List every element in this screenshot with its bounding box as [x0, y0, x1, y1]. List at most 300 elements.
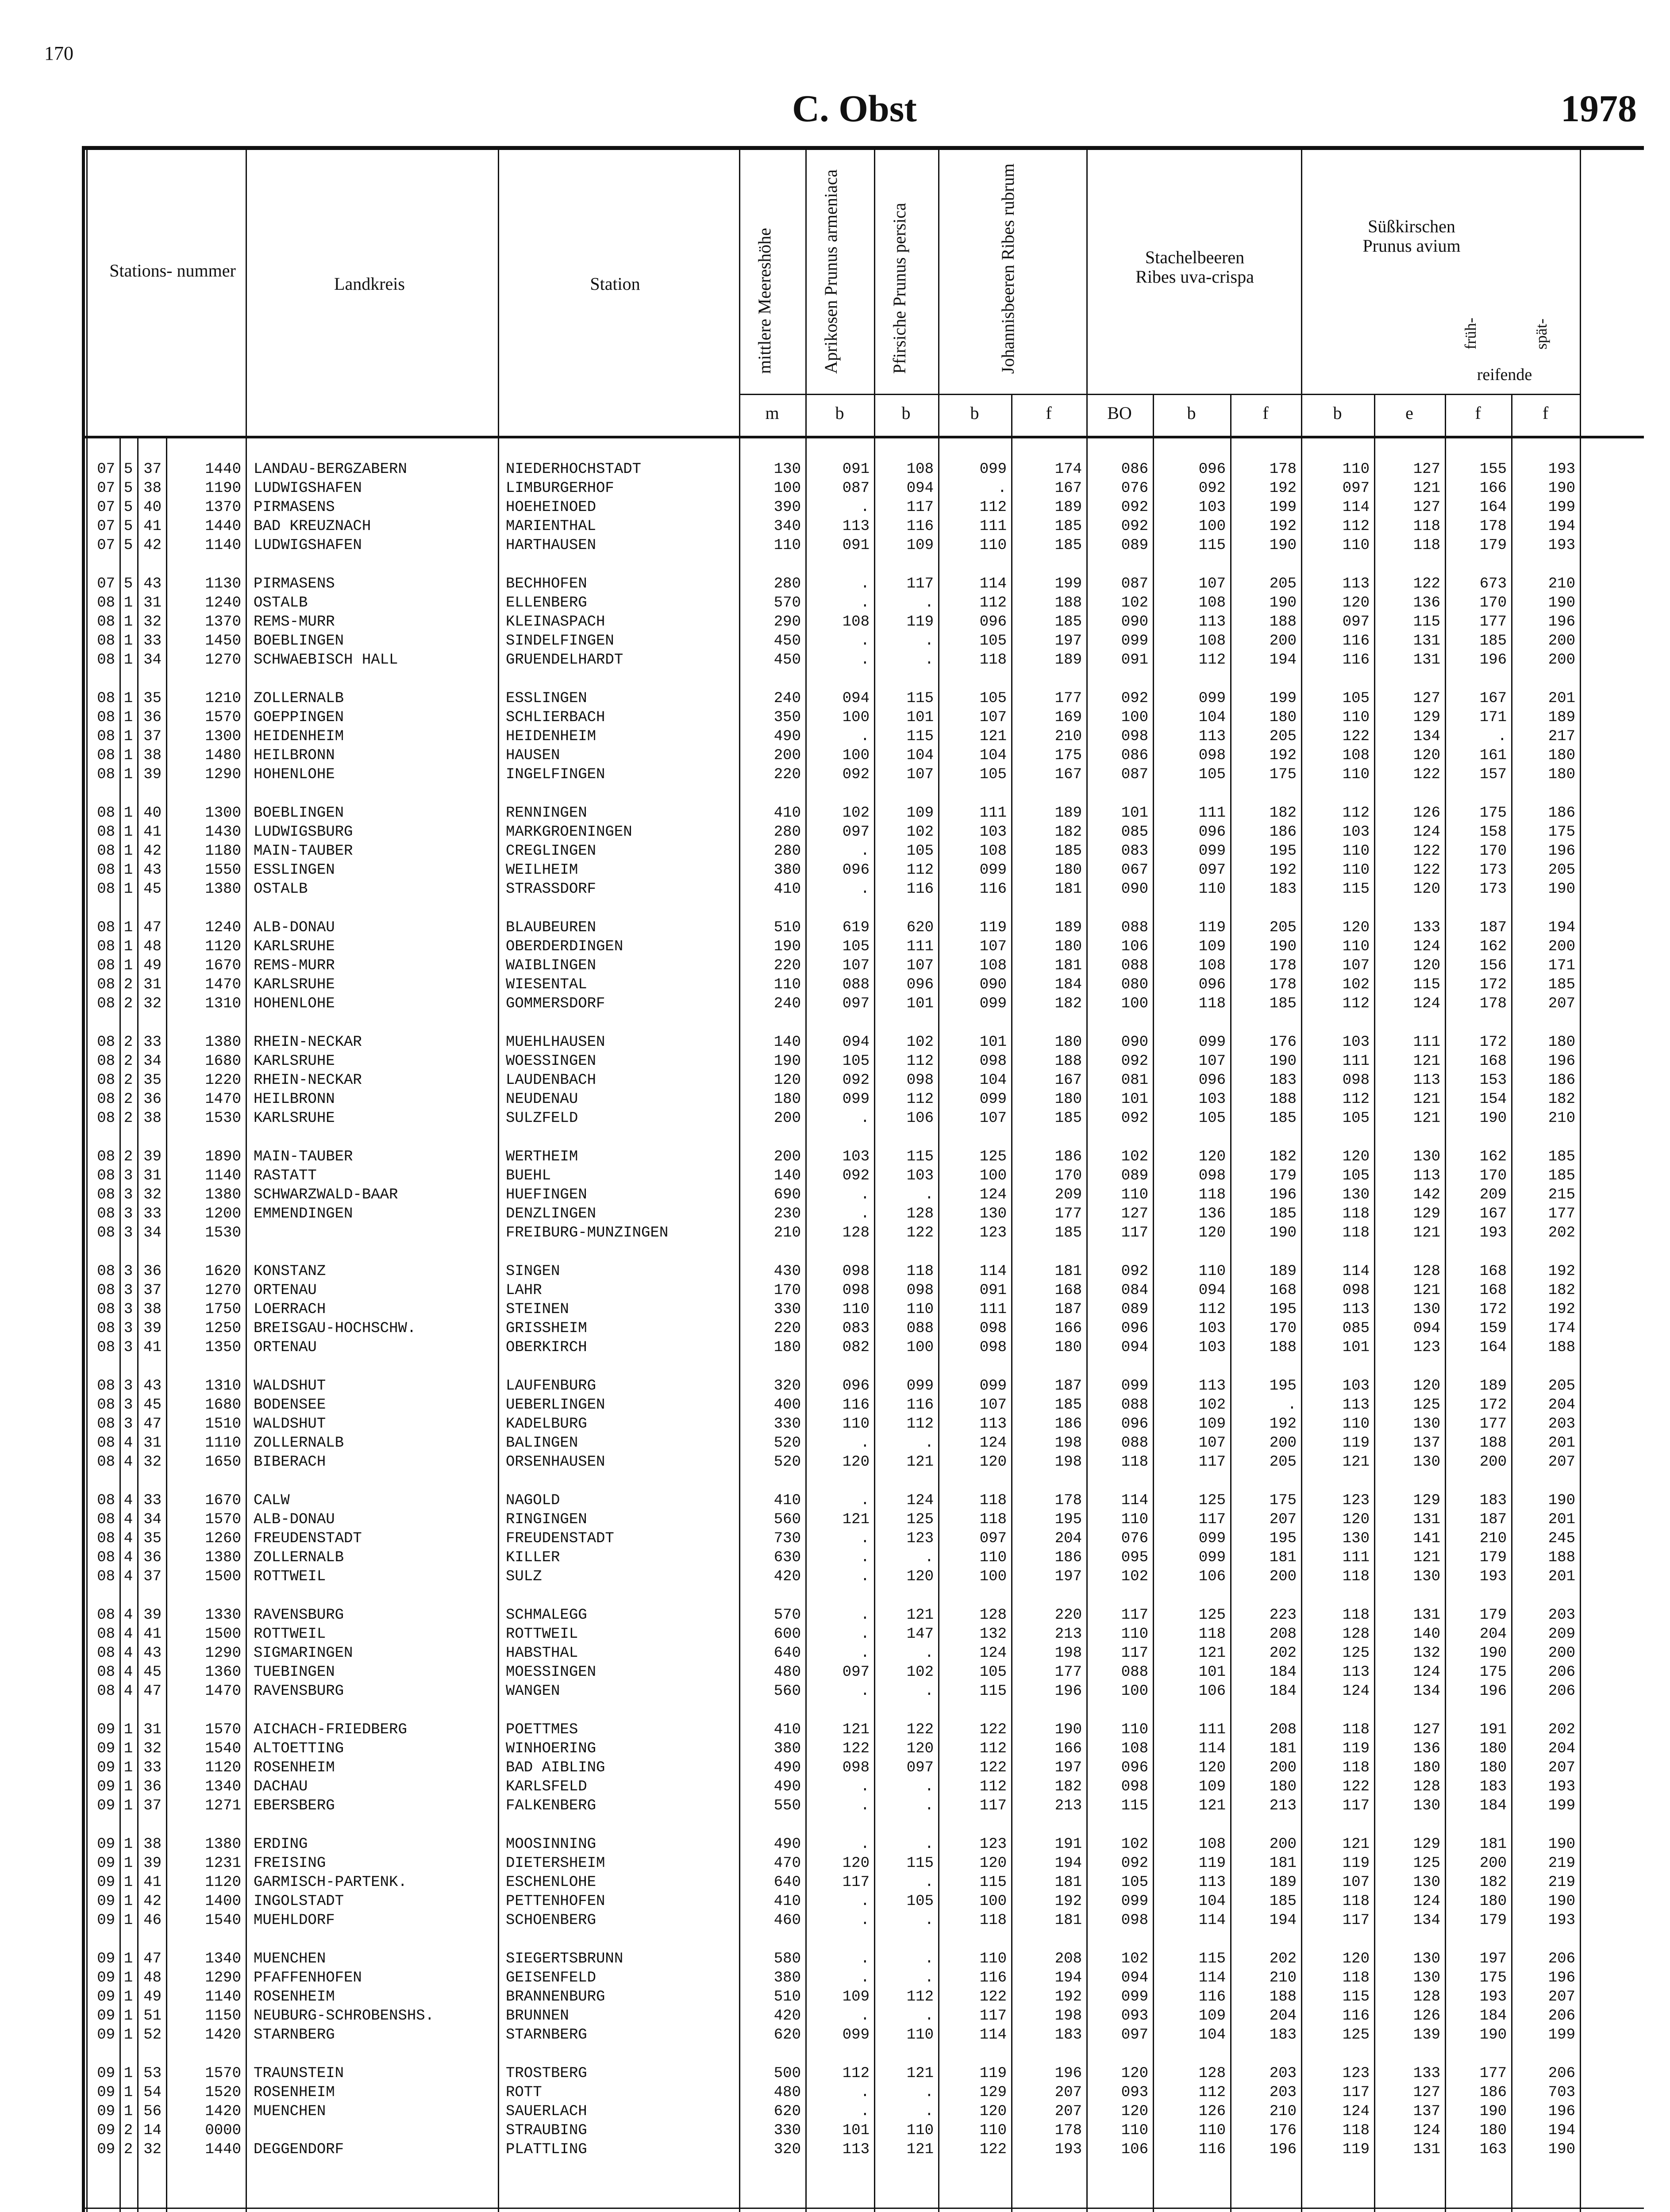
- table-cell: 163: [1479, 2141, 1507, 2158]
- table-cell: ORTENAU: [254, 1339, 317, 1356]
- table-cell: 108: [979, 957, 1007, 974]
- table-cell: 36: [143, 1778, 162, 1795]
- table-cell: .: [924, 633, 934, 649]
- table-cell: SCHWARZWALD-BAAR: [254, 1187, 398, 1203]
- table-cell: .: [860, 728, 870, 745]
- table-cell: 49: [143, 1989, 162, 2005]
- table-cell: 1: [123, 633, 133, 649]
- table-row-spacer: [82, 1472, 1580, 1491]
- table-cell: 3: [123, 1378, 133, 1394]
- table-cell: 178: [1479, 995, 1507, 1012]
- table-cell: 110: [1342, 843, 1370, 860]
- table-cell: 106: [1121, 938, 1148, 955]
- table-cell: 087: [1121, 576, 1148, 592]
- table-cell: 104: [979, 747, 1007, 764]
- table-cell: 124: [1413, 2122, 1440, 2139]
- table-cell: 41: [143, 518, 162, 535]
- table-cell: [246, 2121, 498, 2140]
- table-cell: 400: [773, 1397, 801, 1413]
- table-cell: 192: [1269, 480, 1297, 497]
- table-cell: 190: [1548, 881, 1575, 898]
- table-cell: 122: [979, 2141, 1007, 2158]
- table-cell: .: [860, 1645, 870, 1662]
- table-cell: 08: [97, 1225, 115, 1241]
- table-row: [82, 1338, 1580, 1357]
- table-cell: 1520: [205, 2084, 241, 2101]
- table-cell: 1180: [205, 843, 241, 860]
- table-cell: KARLSRUHE: [254, 1110, 335, 1127]
- table-cell: 117: [1198, 1511, 1226, 1528]
- table-cell: 130: [1413, 1301, 1440, 1318]
- table-cell: 1: [123, 843, 133, 860]
- table-cell: 198: [1054, 2008, 1082, 2024]
- table-cell: 209: [1548, 1626, 1575, 1643]
- table-cell: 108: [979, 843, 1007, 860]
- table-cell: 112: [1342, 518, 1370, 535]
- table-cell: 180: [1054, 862, 1082, 879]
- table-cell: 08: [97, 690, 115, 707]
- table-cell: 2: [123, 976, 133, 993]
- table-cell: ROSENHEIM: [254, 1989, 335, 2005]
- table-cell: 190: [1479, 1645, 1507, 1662]
- table-cell: 08: [97, 1206, 115, 1222]
- table-cell: .: [860, 1797, 870, 1814]
- table-row: [82, 1281, 1580, 1300]
- table-cell: 209: [1479, 1187, 1507, 1203]
- table-cell: 180: [1269, 1778, 1297, 1795]
- table-cell: 104: [1198, 709, 1226, 726]
- table-cell: 213: [1269, 1797, 1297, 1814]
- table-cell: 1670: [205, 957, 241, 974]
- table-cell: ALB-DONAU: [254, 919, 335, 936]
- table-cell: 52: [143, 2027, 162, 2043]
- table-row: [82, 594, 1580, 613]
- table-cell: 193: [1548, 1912, 1575, 1929]
- table-cell: 192: [1548, 1263, 1575, 1280]
- table-cell: 08: [97, 805, 115, 822]
- table-cell: 197: [1479, 1951, 1507, 1967]
- table-cell: 122: [1413, 766, 1440, 783]
- table-cell: 118: [1198, 1187, 1226, 1203]
- table-cell: 088: [906, 1320, 934, 1337]
- table-cell: 188: [1054, 595, 1082, 611]
- table-cell: FREUDENSTADT: [254, 1530, 362, 1547]
- table-cell: SINDELFINGEN: [506, 633, 614, 649]
- table-cell: 136: [1413, 595, 1440, 611]
- table-row-spacer: [82, 555, 1580, 575]
- table-cell: 191: [1479, 1721, 1507, 1738]
- table-cell: 182: [1479, 1874, 1507, 1891]
- table-cell: 619: [842, 919, 870, 936]
- table-cell: 180: [1479, 1893, 1507, 1910]
- table-cell: 1260: [205, 1530, 241, 1547]
- table-row: [82, 842, 1580, 861]
- table-cell: 156: [1479, 957, 1507, 974]
- table-cell: 101: [1121, 1091, 1148, 1108]
- table-cell: 180: [1548, 1034, 1575, 1051]
- table-cell: CREGLINGEN: [506, 843, 596, 860]
- table-cell: 167: [1054, 766, 1082, 783]
- table-cell: 189: [1054, 919, 1082, 936]
- table-cell: 08: [97, 1072, 115, 1089]
- table-cell: 194: [1548, 2122, 1575, 2139]
- table-cell: 08: [97, 1167, 115, 1184]
- table-cell: 207: [1548, 1454, 1575, 1471]
- table-cell: 115: [1413, 614, 1440, 630]
- table-cell: 180: [1054, 1339, 1082, 1356]
- table-cell: 4: [123, 1549, 133, 1566]
- table-cell: 113: [1198, 614, 1226, 630]
- table-cell: 110: [1342, 862, 1370, 879]
- table-cell: 113: [842, 2141, 870, 2158]
- table-cell: 181: [1054, 957, 1082, 974]
- table-row: [82, 1873, 1580, 1892]
- table-cell: 107: [1342, 957, 1370, 974]
- table-cell: 210: [1269, 2103, 1297, 2120]
- table-cell: 105: [979, 690, 1007, 707]
- table-cell: 107: [842, 957, 870, 974]
- table-cell: 194: [1269, 652, 1297, 668]
- table-cell: 126: [1413, 2008, 1440, 2024]
- table-cell: 1270: [205, 652, 241, 668]
- table-cell: ORSENHAUSEN: [506, 1454, 605, 1471]
- table-cell: 121: [1413, 1091, 1440, 1108]
- table-cell: 180: [1548, 747, 1575, 764]
- table-cell: BUEHL: [506, 1167, 551, 1184]
- table-cell: 121: [1413, 1549, 1440, 1566]
- table-cell: 115: [1342, 1989, 1370, 2005]
- table-cell: 190: [1548, 1893, 1575, 1910]
- table-cell: 08: [97, 862, 115, 879]
- table-cell: 187: [1479, 919, 1507, 936]
- table-cell: .: [860, 633, 870, 649]
- table-cell: 105: [979, 633, 1007, 649]
- table-cell: FALKENBERG: [506, 1797, 596, 1814]
- table-cell: 32: [143, 1454, 162, 1471]
- table-cell: 08: [97, 843, 115, 860]
- table-cell: 118: [1342, 1893, 1370, 1910]
- table-cell: .: [924, 1797, 934, 1814]
- table-cell: 08: [97, 1301, 115, 1318]
- table-row: [82, 2083, 1580, 2102]
- table-cell: 170: [1479, 1167, 1507, 1184]
- table-cell: RHEIN-NECKAR: [254, 1034, 362, 1051]
- table-cell: 09: [97, 2141, 115, 2158]
- table-cell: 1340: [205, 1951, 241, 1967]
- table-row: [82, 2007, 1580, 2026]
- table-cell: 167: [1054, 1072, 1082, 1089]
- table-cell: 115: [979, 1683, 1007, 1700]
- table-cell: 111: [979, 805, 1007, 822]
- table-cell: 09: [97, 1836, 115, 1853]
- table-cell: 320: [773, 2141, 801, 2158]
- table-cell: 41: [143, 1339, 162, 1356]
- table-cell: 207: [1269, 1511, 1297, 1528]
- table-cell: 094: [842, 1034, 870, 1051]
- table-cell: 140: [773, 1167, 801, 1184]
- table-cell: 184: [1269, 1683, 1297, 1700]
- table-cell: 186: [1479, 2084, 1507, 2101]
- table-cell: 096: [1121, 1759, 1148, 1776]
- table-cell: 37: [143, 1568, 162, 1585]
- table-row: [82, 746, 1580, 765]
- table-cell: 097: [979, 1530, 1007, 1547]
- table-cell: 1: [123, 824, 133, 841]
- table-row: [82, 1052, 1580, 1071]
- table-cell: 168: [1479, 1263, 1507, 1280]
- table-row: [82, 1606, 1580, 1625]
- table-cell: 183: [1269, 2027, 1297, 2043]
- table-cell: 181: [1479, 1836, 1507, 1853]
- table-row: [82, 708, 1580, 727]
- table-row-spacer: [82, 899, 1580, 918]
- table-cell: 119: [1342, 1435, 1370, 1452]
- table-cell: 098: [906, 1282, 934, 1299]
- table-row-spacer: [82, 1014, 1580, 1033]
- table-row: [82, 2064, 1580, 2083]
- table-cell: 094: [906, 480, 934, 497]
- table-cell: ELLENBERG: [506, 595, 587, 611]
- table-cell: .: [860, 595, 870, 611]
- table-cell: 199: [1054, 576, 1082, 592]
- table-cell: 120: [1342, 1148, 1370, 1165]
- table-cell: 109: [1198, 1778, 1226, 1795]
- table-cell: 117: [1121, 1607, 1148, 1624]
- table-cell: .: [997, 480, 1007, 497]
- table-cell: 36: [143, 1091, 162, 1108]
- table-cell: 08: [97, 881, 115, 898]
- table-cell: .: [924, 1549, 934, 1566]
- table-cell: 1300: [205, 805, 241, 822]
- table-cell: 42: [143, 1893, 162, 1910]
- table-cell: 191: [1054, 1836, 1082, 1853]
- table-cell: 175: [1548, 824, 1575, 841]
- table-cell: 410: [773, 1492, 801, 1509]
- table-cell: .: [924, 1187, 934, 1203]
- table-cell: 220: [773, 766, 801, 783]
- table-cell: 245: [1548, 1530, 1575, 1547]
- table-cell: 164: [1479, 1339, 1507, 1356]
- table-cell: 08: [97, 1320, 115, 1337]
- table-cell: 1370: [205, 614, 241, 630]
- table-cell: 116: [842, 1397, 870, 1413]
- table-cell: 185: [1054, 518, 1082, 535]
- table-cell: 097: [842, 824, 870, 841]
- table-row: [82, 689, 1580, 708]
- table-cell: ROTTWEIL: [254, 1626, 326, 1643]
- table-cell: 181: [1054, 1912, 1082, 1929]
- table-cell: 109: [1198, 2008, 1226, 2024]
- table-cell: 510: [773, 1989, 801, 2005]
- table-cell: ORTENAU: [254, 1282, 317, 1299]
- table-cell: 1530: [205, 1225, 241, 1241]
- table-cell: 116: [1342, 2008, 1370, 2024]
- table-cell: 580: [773, 1951, 801, 1967]
- table-cell: 122: [1413, 843, 1440, 860]
- table-cell: SCHWAEBISCH HALL: [254, 652, 398, 668]
- header-suesskirschen: Süßkirschen Prunus avium: [1362, 216, 1461, 256]
- table-cell: 184: [1479, 1797, 1507, 1814]
- table-cell: 080: [1121, 976, 1148, 993]
- table-cell: 107: [1198, 1435, 1226, 1452]
- table-cell: 124: [1413, 1893, 1440, 1910]
- table-cell: 120: [979, 2103, 1007, 2120]
- table-row: [82, 727, 1580, 746]
- table-cell: MOESSINGEN: [506, 1664, 596, 1681]
- table-cell: 200: [1479, 1454, 1507, 1471]
- header-spaet: spät-: [1532, 319, 1550, 349]
- table-cell: 086: [1121, 461, 1148, 478]
- table-cell: 115: [906, 1855, 934, 1872]
- table-cell: 196: [1054, 2065, 1082, 2082]
- table-cell: 1470: [205, 1683, 241, 1700]
- table-cell: 102: [906, 1034, 934, 1051]
- table-cell: PFAFFENHOFEN: [254, 1970, 362, 1986]
- table-cell: 07: [97, 576, 115, 592]
- table-cell: .: [860, 1683, 870, 1700]
- table-cell: 4: [123, 1568, 133, 1585]
- table-cell: 37: [143, 1282, 162, 1299]
- table-cell: 450: [773, 633, 801, 649]
- table-cell: 118: [1198, 995, 1226, 1012]
- table-cell: 092: [1121, 1110, 1148, 1127]
- table-cell: 1: [123, 728, 133, 745]
- table-cell: 133: [1413, 919, 1440, 936]
- table-cell: 1290: [205, 1970, 241, 1986]
- table-cell: 08: [97, 1530, 115, 1547]
- table-cell: 119: [906, 614, 934, 630]
- table-cell: 38: [143, 480, 162, 497]
- table-cell: 098: [1342, 1282, 1370, 1299]
- table-cell: 123: [1413, 1339, 1440, 1356]
- table-cell: 210: [1479, 1530, 1507, 1547]
- table-cell: POETTMES: [506, 1721, 578, 1738]
- table-cell: 112: [979, 1740, 1007, 1757]
- table-cell: 116: [906, 518, 934, 535]
- table-cell: 162: [1479, 938, 1507, 955]
- table-cell: 200: [1269, 1568, 1297, 1585]
- table-cell: 093: [1121, 2008, 1148, 2024]
- table-cell: 1271: [205, 1797, 241, 1814]
- table-cell: 690: [773, 1187, 801, 1203]
- table-cell: 203: [1548, 1607, 1575, 1624]
- table-cell: .: [1287, 1397, 1297, 1413]
- table-cell: BIBERACH: [254, 1454, 326, 1471]
- table-cell: 122: [1413, 862, 1440, 879]
- table-cell: 08: [97, 1378, 115, 1394]
- table-cell: 08: [97, 1435, 115, 1452]
- table-cell: 118: [1342, 1225, 1370, 1241]
- table-cell: 102: [1198, 1397, 1226, 1413]
- table-cell: AICHACH-FRIEDBERG: [254, 1721, 407, 1738]
- table-cell: 121: [1413, 1053, 1440, 1070]
- table-cell: 120: [1413, 957, 1440, 974]
- table-cell: 140: [1413, 1626, 1440, 1643]
- table-cell: 099: [842, 2027, 870, 2043]
- table-cell: 109: [1198, 938, 1226, 955]
- table-cell: 130: [1413, 1416, 1440, 1432]
- table-cell: 3: [123, 1320, 133, 1337]
- table-row: [82, 1911, 1580, 1930]
- table-cell: 1290: [205, 1645, 241, 1662]
- table-cell: 181: [1054, 881, 1082, 898]
- table-cell: 180: [1413, 1759, 1440, 1776]
- page-number: 170: [44, 42, 73, 64]
- table-cell: LOERRACH: [254, 1301, 326, 1318]
- table-cell: 3: [123, 1301, 133, 1318]
- table-cell: 08: [97, 614, 115, 630]
- table-cell: 125: [1342, 1645, 1370, 1662]
- table-cell: 1680: [205, 1397, 241, 1413]
- table-cell: LAUFENBURG: [506, 1378, 596, 1394]
- table-cell: 113: [1198, 1378, 1226, 1394]
- table-row: [82, 1854, 1580, 1873]
- table-cell: 092: [1121, 1053, 1148, 1070]
- table-cell: 202: [1548, 1721, 1575, 1738]
- table-cell: 199: [1269, 690, 1297, 707]
- table-cell: 099: [1198, 690, 1226, 707]
- table-cell: 118: [1121, 1454, 1148, 1471]
- table-cell: 08: [97, 652, 115, 668]
- table-cell: 110: [1121, 1626, 1148, 1643]
- table-row: [82, 1625, 1580, 1644]
- table-cell: OSTALB: [254, 595, 308, 611]
- table-cell: 170: [1054, 1167, 1082, 1184]
- table-cell: 1: [123, 709, 133, 726]
- table-row: [82, 1988, 1580, 2007]
- table-cell: 199: [1269, 499, 1297, 516]
- table-cell: 196: [1548, 1970, 1575, 1986]
- table-cell: MUENCHEN: [254, 1951, 326, 1967]
- table-cell: 190: [773, 938, 801, 955]
- table-cell: RINGINGEN: [506, 1511, 587, 1528]
- table-cell: 1: [123, 2008, 133, 2024]
- table-row: [82, 632, 1580, 651]
- table-cell: .: [860, 2084, 870, 2101]
- table-cell: 200: [1479, 1855, 1507, 1872]
- table-cell: 122: [1342, 728, 1370, 745]
- table-cell: 122: [979, 1759, 1007, 1776]
- table-cell: 137: [1413, 2103, 1440, 2120]
- table-cell: 1380: [205, 1549, 241, 1566]
- table-cell: .: [924, 1645, 934, 1662]
- table-cell: 098: [842, 1759, 870, 1776]
- table-cell: 3: [123, 1225, 133, 1241]
- table-cell: 097: [906, 1759, 934, 1776]
- table-cell: 1200: [205, 1206, 241, 1222]
- table-row-spacer: [82, 1128, 1580, 1148]
- table-cell: 33: [143, 1492, 162, 1509]
- unit-cell: b: [1187, 403, 1196, 423]
- table-cell: 3: [123, 1416, 133, 1432]
- table-cell: 099: [842, 1091, 870, 1108]
- table-cell: 1240: [205, 919, 241, 936]
- table-cell: 120: [906, 1740, 934, 1757]
- table-cell: 140: [773, 1034, 801, 1051]
- table-cell: .: [924, 1951, 934, 1967]
- table-cell: 42: [143, 537, 162, 554]
- table-cell: 213: [1054, 1797, 1082, 1814]
- table-cell: 091: [842, 461, 870, 478]
- table-cell: 14: [143, 2122, 162, 2139]
- table-cell: 38: [143, 747, 162, 764]
- table-cell: 174: [1054, 461, 1082, 478]
- table-cell: 380: [773, 1970, 801, 1986]
- table-cell: 127: [1413, 2084, 1440, 2101]
- table-cell: 125: [1198, 1607, 1226, 1624]
- table-cell: 101: [1121, 805, 1148, 822]
- table-cell: 088: [1121, 1435, 1148, 1452]
